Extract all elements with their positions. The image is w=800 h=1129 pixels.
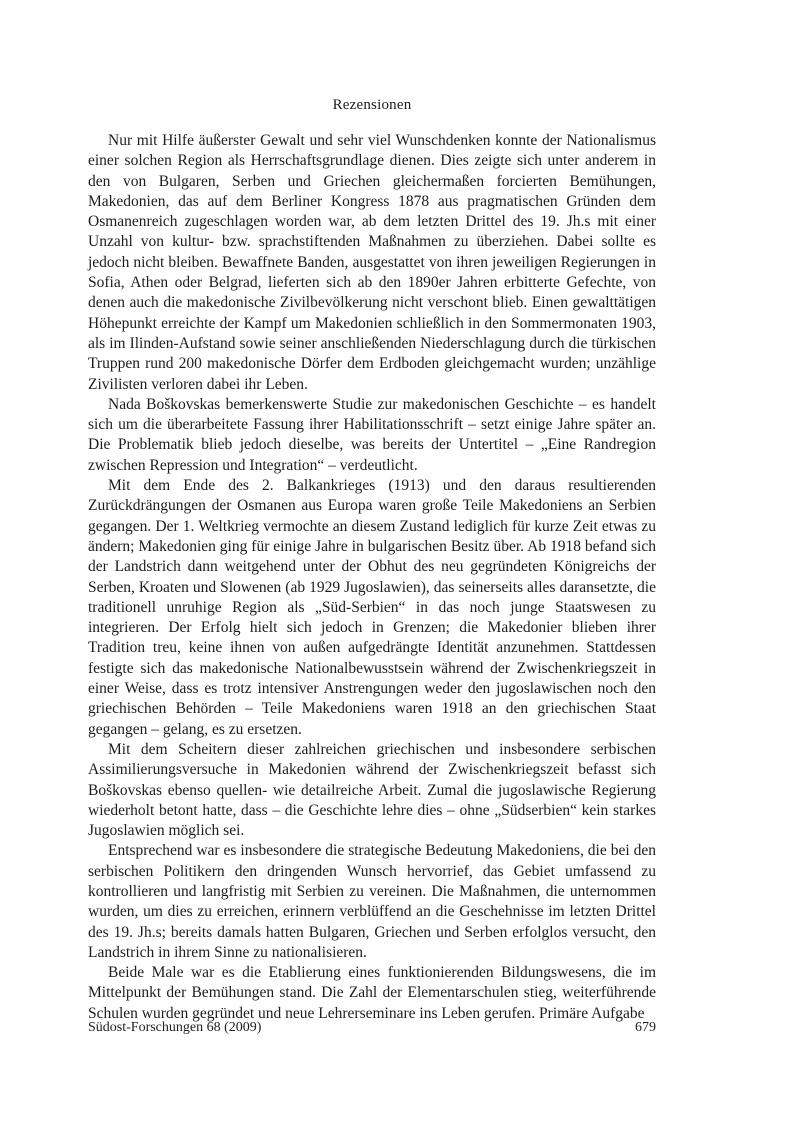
paragraph: Entsprechend war es insbesondere die strategische Bedeutung Makedoniens, die bei den serbischen Politikern den dringenden Wunsch hervorrief, das Gebiet umfassend zu kontrollieren und langfristig mit Serbien zu vereinen. Die Maßnahmen, die unternommen wurden, um dies zu erreichen, erinnern verblüffend an die Geschehnisse im letzten Drittel des 19. Jh.s; bereits damals hatten Bulgaren, Griechen und Serben erfolglos versucht, den Landstrich in ihrem Sinne zu nationalisieren. <box>88 842 656 961</box>
paragraph: Mit dem Scheitern dieser zahlreichen griechischen und insbesondere serbischen Assimilierungsversuche in Makedonien während der Zwischenkriegszeit befasst sich Boškovskas ebenso quellen- wie detailreiche Arbeit. Zumal die jugoslawische Regierung wiederholt betont hatte, dass – die Geschichte lehre dies – ohne „Südserbien“ kein starkes Jugoslawien möglich sei. <box>88 740 656 840</box>
paragraph: Nur mit Hilfe äußerster Gewalt und sehr viel Wunschdenken konnte der Nationalismus einer solchen Region als Herrschaftsgrundlage dienen. Dies zeigte sich unter anderem in den von Bulgaren, Serben und Griechen gleichermaßen forcierten Bemühungen, Makedonien, das auf dem Berliner Kongress 1878 aus pragmatischen Gründen dem Osmanenreich zugeschlagen worden war, ab dem letzten Drittel des 19. Jh.s mit einer Unzahl von kultur- bzw. sprachstiftenden Maßnahmen zu überziehen. Dabei sollte es jedoch nicht bleiben. Bewaffnete Banden, ausgestattet von ihren jeweiligen Regierungen in Sofia, Athen oder Belgrad, lieferten sich ab den 1890er Jahren erbitterte Gefechte, von denen auch die makedonische Zivilbevölkerung nicht verschont blieb. Einen gewalttätigen Höhepunkt erreichte der Kampf um Makedonien schließlich in den Sommermonaten 1903, als im Ilinden-Aufstand sowie seiner anschließenden Niederschlagung durch die türkischen Truppen rund 200 makedonische Dörfer dem Erdboden gleichgemacht wurden; unzählige Zivilisten verloren dabei ihr Leben. <box>88 132 656 393</box>
journal-citation: Südost-Forschungen 68 (2009) <box>88 1020 262 1035</box>
paragraph: Nada Boškovskas bemerkenswerte Studie zur makedonischen Geschichte – es handelt sich um die überarbeitete Fassung ihrer Habilitationsschrift – setzt einige Jahre später an. Die Problematik blieb jedoch dieselbe, was bereits der Untertitel – „Eine Randregion zwischen Repression und Integration“ – verdeutlicht. <box>88 395 656 474</box>
paragraph: Beide Male war es die Etablierung eines funktionierenden Bildungswesens, die im Mittelpunkt der Bemühungen stand. Die Zahl der Elementarschulen stieg, weiterführende Schulen wurden gegründet und neue Lehrerseminare ins Leben gerufen. Primäre Aufgabe <box>88 964 656 1022</box>
page-number: 679 <box>635 1020 656 1035</box>
body-text <box>88 131 656 1024</box>
running-head: Rezensionen <box>332 97 412 113</box>
paragraph: Mit dem Ende des 2. Balkankrieges (1913) und den daraus resultierenden Zurückdrängungen der Osmanen aus Europa waren große Teile Makedoniens an Serbien gegangen. Der 1. Weltkrieg vermochte an diesem Zustand lediglich für kurze Zeit etwas zu ändern; Makedonien ging für einige Jahre in bulgarischen Besitz über. Ab 1918 befand sich der Landstrich dann weitgehend unter der Obhut des neu gegründeten Königreichs der Serben, Kroaten und Slowenen (ab 1929 Jugoslawien), das seinerseits alles daransetzte, die traditionell unruhige Region als „Süd-Serbien“ in das noch junge Staatswesen zu integrieren. Der Erfolg hielt sich jedoch in Grenzen; die Makedonier blieben ihrer Tradition treu, keine ihnen von außen aufgedrängte Identität anzunehmen. Stattdessen festigte sich das makedonische Nationalbewusstsein während der Zwischenkriegszeit in einer Weise, dass es trotz intensiver Anstrengungen weder den jugoslawischen noch den griechischen Behörden – Teile Makedoniens waren 1918 an den griechischen Staat gegangen – gelang, es zu ersetzen. <box>88 477 656 738</box>
